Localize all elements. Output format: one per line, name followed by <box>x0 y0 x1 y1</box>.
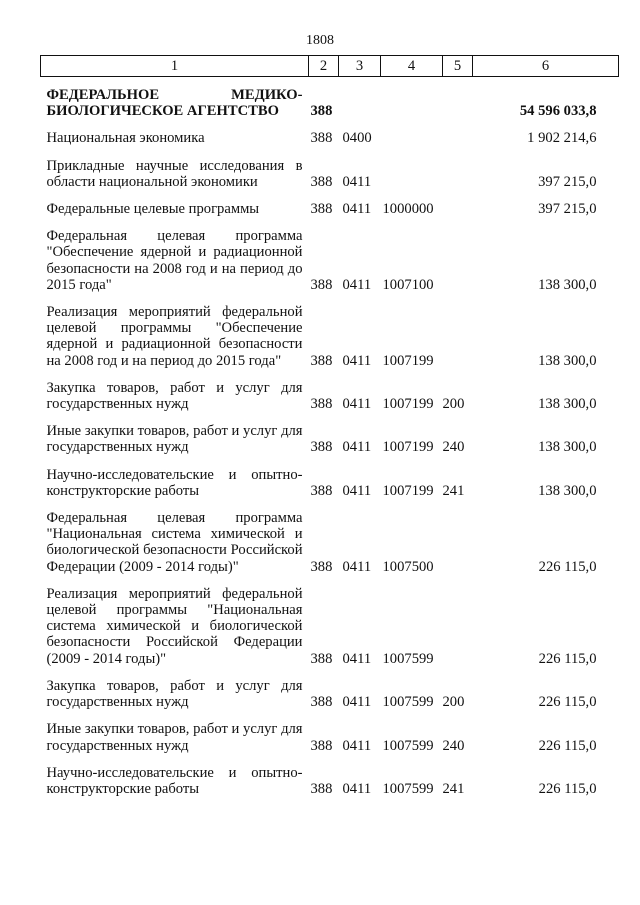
header-col-6: 6 <box>473 56 619 77</box>
table-body <box>41 77 619 798</box>
row-section-code: 0411 <box>342 439 372 456</box>
row-section-code: 0411 <box>342 201 372 218</box>
row-name: Научно-исследовательские и опытно-конструкторские работы <box>46 466 303 499</box>
table-row <box>41 499 619 575</box>
row-target-code: 1007199 <box>382 396 434 413</box>
row-amount: 1 902 214,6 <box>527 130 597 147</box>
table-row <box>41 147 619 190</box>
row-admin-code: 388 <box>310 103 333 120</box>
row-expense-type <box>443 147 473 190</box>
row-name: Реализация мероприятий федеральной целевой программы "Национальная система химической и биологической безопасности Российской Федерации (2009 - 2014 годы)" <box>46 585 303 667</box>
row-admin-code: 388 <box>310 650 333 667</box>
row-admin-code: 388 <box>310 352 333 369</box>
row-name: Закупка товаров, работ и услуг для государственных нужд <box>46 379 303 413</box>
row-admin-code: 388 <box>310 439 333 456</box>
row-target-code: 1007100 <box>382 276 434 293</box>
row-amount: 54 596 033,8 <box>519 103 597 120</box>
row-target-code <box>381 77 443 120</box>
page-number: 1808 <box>306 33 334 48</box>
row-target-code: 1007599 <box>382 650 434 667</box>
row-name: Прикладные научные исследования в области национальной экономики <box>46 157 303 190</box>
row-admin-code: 388 <box>310 201 333 218</box>
row-admin-code: 388 <box>310 173 333 190</box>
row-section-code: 0400 <box>342 130 372 147</box>
row-name: Реализация мероприятий федеральной целевой программы "Обеспечение ядерной и радиационной безопасности на 2008 год и на период до 2015 года" <box>46 304 303 369</box>
row-admin-code: 388 <box>310 396 333 413</box>
row-target-code: 1007199 <box>382 482 434 499</box>
row-admin-code: 388 <box>310 558 333 575</box>
header-col-1: 1 <box>41 56 309 77</box>
row-expense-type <box>443 217 473 293</box>
row-name: Закупка товаров, работ и услуг для государственных нужд <box>46 677 303 711</box>
row-admin-code: 388 <box>310 130 333 147</box>
row-expense-type: 240 <box>442 737 465 754</box>
row-section-code: 0411 <box>342 276 372 293</box>
row-admin-code: 388 <box>310 737 333 754</box>
row-section-code: 0411 <box>342 558 372 575</box>
header-col-5: 5 <box>443 56 473 77</box>
row-section-code: 0411 <box>342 396 372 413</box>
row-admin-code: 388 <box>310 276 333 293</box>
budget-table <box>40 55 619 797</box>
row-admin-code: 388 <box>310 780 333 797</box>
row-amount: 138 300,0 <box>538 482 597 499</box>
table-row <box>41 575 619 667</box>
row-target-code: 1007199 <box>382 352 434 369</box>
row-section-code: 0411 <box>342 482 372 499</box>
row-name: Федеральная целевая программа "Национальная система химической и биологической безопасности Российской Федерации (2009 - 2014 годы)" <box>46 510 303 575</box>
table-row <box>41 190 619 217</box>
row-amount: 397 215,0 <box>538 201 597 218</box>
row-amount: 138 300,0 <box>538 439 597 456</box>
table-row <box>41 369 619 412</box>
row-target-code: 1007599 <box>382 780 434 797</box>
row-section-code: 0411 <box>342 650 372 667</box>
row-name: Научно-исследовательские и опытно-конструкторские работы <box>46 764 303 797</box>
row-section-code: 0411 <box>342 737 372 754</box>
row-name: Иные закупки товаров, работ и услуг для государственных нужд <box>46 423 303 456</box>
row-expense-type <box>443 77 473 120</box>
table-row <box>41 456 619 499</box>
row-name: Федеральная целевая программа "Обеспечение ядерной и радиационной безопасности на 2008 год и на период до 2015 года" <box>46 228 303 293</box>
row-amount: 138 300,0 <box>538 396 597 413</box>
row-section-code: 0411 <box>342 352 372 369</box>
row-target-code: 1007500 <box>382 558 434 575</box>
row-amount: 226 115,0 <box>538 558 597 575</box>
row-target-code: 1007199 <box>382 439 434 456</box>
row-expense-type <box>443 119 473 146</box>
header-col-2: 2 <box>309 56 339 77</box>
row-amount: 226 115,0 <box>538 780 597 797</box>
row-target-code: 1007599 <box>382 737 434 754</box>
row-expense-type: 200 <box>442 396 465 413</box>
row-name: Национальная экономика <box>46 130 205 147</box>
table-row <box>41 293 619 369</box>
row-section-code <box>339 77 381 120</box>
row-expense-type: 240 <box>442 439 465 456</box>
row-expense-type: 241 <box>442 780 465 797</box>
row-target-code <box>381 147 443 190</box>
header-col-3: 3 <box>339 56 381 77</box>
row-amount: 226 115,0 <box>538 650 597 667</box>
row-name: Федеральные целевые программы <box>46 201 260 218</box>
table-row <box>41 710 619 753</box>
table-row <box>41 77 619 120</box>
row-expense-type: 200 <box>442 694 465 711</box>
row-name: ФЕДЕРАЛЬНОЕ МЕДИКО-БИОЛОГИЧЕСКОЕ АГЕНТСТВО <box>46 87 303 120</box>
row-admin-code: 388 <box>310 482 333 499</box>
row-admin-code: 388 <box>310 694 333 711</box>
row-expense-type <box>443 575 473 667</box>
row-amount: 226 115,0 <box>538 694 597 711</box>
row-target-code <box>381 119 443 146</box>
row-target-code: 1000000 <box>382 201 434 218</box>
row-amount: 397 215,0 <box>538 173 597 190</box>
row-name: Иные закупки товаров, работ и услуг для государственных нужд <box>46 721 303 754</box>
table-row <box>41 667 619 710</box>
header-row <box>41 56 619 77</box>
row-section-code: 0411 <box>342 780 372 797</box>
row-amount: 226 115,0 <box>538 737 597 754</box>
row-section-code: 0411 <box>342 694 372 711</box>
row-expense-type <box>443 293 473 369</box>
table-row <box>41 754 619 797</box>
row-amount: 138 300,0 <box>538 276 597 293</box>
row-target-code: 1007599 <box>382 694 434 711</box>
header-col-4: 4 <box>381 56 443 77</box>
row-section-code: 0411 <box>342 173 372 190</box>
table-row <box>41 412 619 455</box>
table-row <box>41 217 619 293</box>
table-header <box>41 56 619 77</box>
row-expense-type: 241 <box>442 482 465 499</box>
table-row <box>41 119 619 146</box>
row-expense-type <box>443 190 473 217</box>
row-expense-type <box>443 499 473 575</box>
row-amount: 138 300,0 <box>538 352 597 369</box>
